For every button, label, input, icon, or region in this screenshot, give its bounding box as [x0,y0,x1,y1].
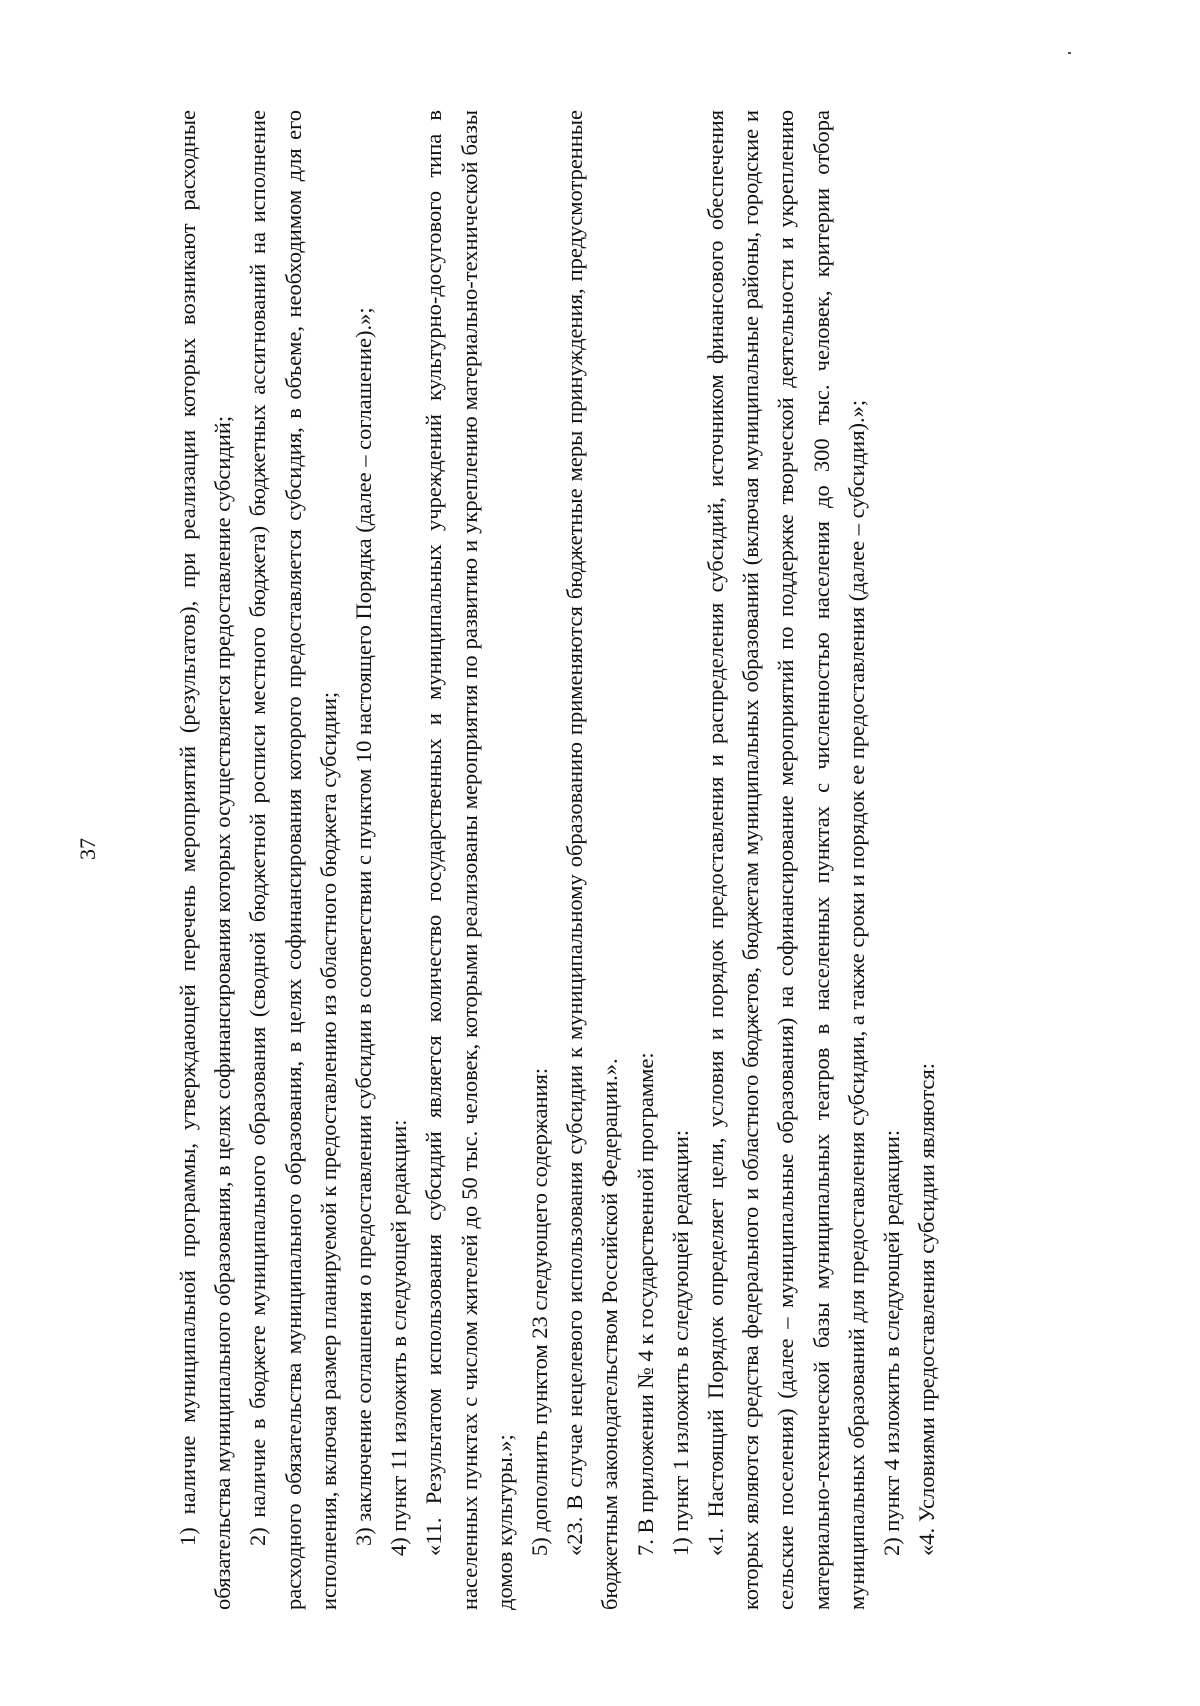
paragraph: 5) дополнить пунктом 23 следующего содержания: [527,1067,553,1556]
paragraph: «11. Результатом использования субсидий является количество государственных и муниципальных учреждений культурно-досугового типа в населенных пунктах с числом жителей до 50 тыс. человек, которыми реализованы мероприятия по развитию и укреплению материально-технической базы домов культуры.»; [421,110,517,1610]
paragraph: 2) пункт 4 изложить в следующей редакции: [879,1129,905,1556]
page-number: 37 [75,838,100,860]
paragraph: 1) пункт 1 изложить в следующей редакции: [667,1129,693,1556]
paragraph: «1. Настоящий Порядок определяет цели, условия и порядок предоставления и распределения субсидий, источником финансового обеспечения которых являются средства федерального и областного бюджетов, бюджетам муниципальных образований (включая муниципальные районы, городские и сельские поселения) (далее – муниципальные образования) на софинансирование мероприятий по поддержке творческой деятельности и укреплению материально-технической базы муниципальных театров в населенных пунктах с численностью населения до 300 тыс. человек, критерии отбора муниципальных образований для предоставления субсидии, а также сроки и порядок ее предоставления (далее – субсидия).»; [703,110,869,1610]
paragraph: 7. В приложении № 4 к государственной программе: [632,1052,658,1556]
paragraph: «23. В случае нецелевого использования субсидии к муниципальному образованию применяются бюджетные меры принуждения, предусмотренные бюджетным законодательством Российской Федерации.». [562,110,623,1610]
paragraph: 1) наличие муниципальной программы, утверждающей перечень мероприятий (результатов), при реализации которых возникают расходные обязательства муниципального образования, в целях софинансирования которых осуществляется предоставление субсидий; [175,110,236,1610]
paragraph: 3) заключение соглашения о предоставлении субсидии в соответствии с пунктом 10 настоящего Порядка (далее – соглашение).»; [351,307,377,1546]
paragraph: «4. Условиями предоставления субсидии являются: [914,1062,940,1556]
paragraph: 2) наличие в бюджете муниципального образования (сводной бюджетной росписи местного бюджета) бюджетных ассигнований на исполнение расходного обязательства муниципального образования, в целях софинансирования которого предоставляется субсидия, в объеме, необходимом для его исполнения, включая размер планируемой к предоставлению из областного бюджета субсидии; [245,110,341,1610]
scan-speck [1068,52,1071,54]
rotated-text-body [170,110,940,1610]
paragraph: 4) пункт 11 изложить в следующей редакции: [386,1119,412,1556]
